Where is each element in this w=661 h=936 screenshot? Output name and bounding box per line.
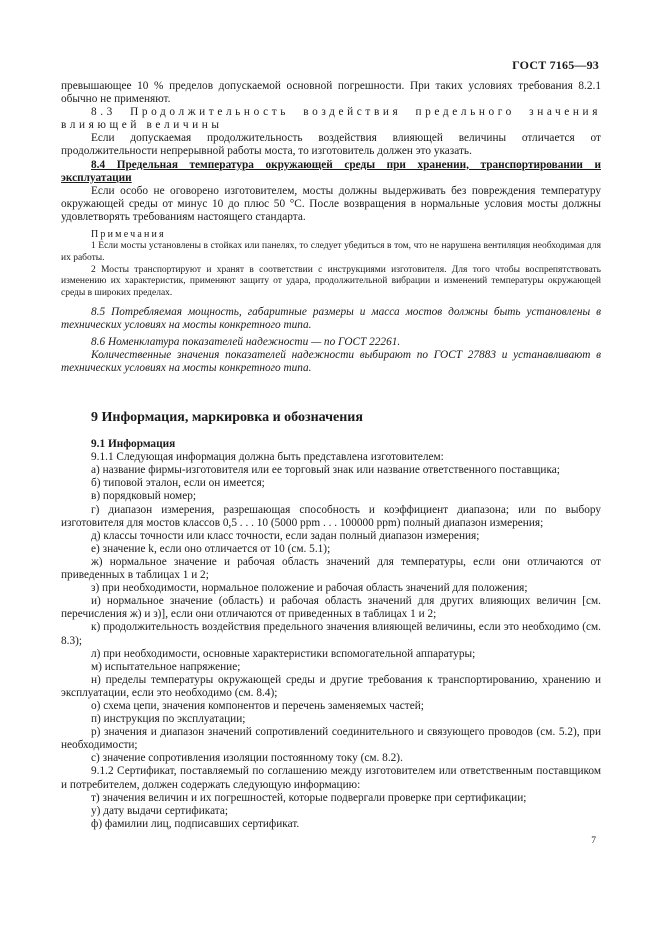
list-item: у) дату выдачи сертификата; [91, 804, 229, 817]
list-item: р) значения и диапазон значений сопротивлений соединительного и связующего проводов (см. 5.2), при необходимости; [61, 726, 601, 752]
list-item: с) значение сопротивления изоляции постоянному току (см. 8.2). [91, 752, 403, 765]
list-item: т) значения величин и их погрешностей, которые подвергали проверке при сертификации; [91, 791, 527, 804]
clause-8-4-text: Если особо не оговорено изготовителем, мосты должны выдерживать без повреждения температуру окружающей среды от минус 10 до плюс 50 °С. После возвращения в нормальные условия мосты должны удовлетворять требованиям настоящего стандарта. [61, 184, 601, 223]
list-item: н) пределы температуры окружающей среды и другие требования к транспортированию, хранению и эксплуатации, если это необходимо (см. 8.4); [61, 673, 601, 699]
list-item: в) порядковый номер; [91, 490, 196, 503]
clause-9-1-1-intro: 9.1.1 Следующая информация должна быть представлена изготовителем: [91, 451, 444, 464]
note-2: 2 Мосты транспортируют и хранят в соответствии с инструкциями изготовителя. Для того чтобы воспрепятствовать изменению их характеристик, применяют защиту от удара, продолжительной вибрации и изменений температуры окружающей среды в широких пределах. [61, 264, 601, 298]
list-item: ф) фамилии лиц, подписавших сертификат. [91, 817, 300, 830]
clause-9-1-2: 9.1.2 Сертификат, поставляемый по соглашению между изготовителем или ответственным поставщиком и потребителем, должен содержать следующую информацию: [61, 765, 601, 791]
notes-title: Примечания [91, 229, 166, 241]
list-item: а) название фирмы-изготовителя или ее торговый знак или название ответственного поставщика; [91, 464, 560, 477]
clause-8-3-heading: 8.3 Продолжительность воздействия предельного значения влияющей величины [61, 106, 601, 132]
paragraph-continuation: превышающее 10 % пределов допускаемой основной погрешности. При таких условиях требования 8.2.1 обычно не применяют. [61, 80, 601, 106]
subsection-9-1-title: 9.1 Информация [91, 438, 176, 451]
note-1: 1 Если мосты установлены в стойках или панелях, то следует убедиться в том, что не нарушена вентиляция необходимая для их работы. [61, 241, 601, 263]
list-item: м) испытательное напряжение; [91, 660, 241, 673]
clause-8-4-heading: 8.4 Предельная температура окружающей среды при хранении, транспортировании и эксплуатации [61, 158, 601, 184]
clause-8-6-text: Количественные значения показателей надежности выбирают по ГОСТ 27883 и устанавливают в технических условиях на мосты конкретного типа. [61, 348, 601, 375]
list-item: и) нормальное значение (область) и рабочая область значений для других влияющих величин [см. перечисления ж) и з)], если они отличаются от приведенных в таблицах 1 и 2; [61, 595, 601, 621]
list-item: з) при необходимости, нормальное положение и рабочая область значений для положения; [91, 582, 528, 595]
page-content [61, 80, 601, 831]
list-item: е) значение k, если оно отличается от 10 (см. 5.1); [91, 542, 331, 555]
list-item: л) при необходимости, основные характеристики вспомогательной аппаратуры; [91, 647, 476, 660]
list-item: о) схема цепи, значения компонентов и перечень заменяемых частей; [91, 699, 424, 712]
clause-8-3-text: Если допускаемая продолжительность воздействия влияющей величины отличается от продолжительности непрерывной работы моста, то изготовитель должен это указать. [61, 132, 601, 158]
document-code-header: ГОСТ 7165—93 [512, 58, 599, 72]
list-item: д) классы точности или класс точности, если задан полный диапазон измерения; [91, 529, 480, 542]
clause-8-5: 8.5 Потребляемая мощность, габаритные размеры и масса мостов должны быть установлены в технических условиях на мосты конкретного типа. [61, 305, 601, 331]
list-item: г) диапазон измерения, разрешающая способность и коэффициент диапазона; или по выбору изготовителя для мостов классов 0,5 . . . 10 (5000 ppm . . . 100000 ppm) полный диапазон измерения; [61, 503, 601, 529]
list-item: к) продолжительность воздействия предельного значения влияющей величины, если это необходимо (см. 8.3); [61, 621, 601, 647]
list-item: ж) нормальное значение и рабочая область значений для температуры, если они отличаются от приведенных в таблицах 1 и 2; [61, 555, 601, 582]
clause-8-6: 8.6 Номенклатура показателей надежности — по ГОСТ 22261. [91, 335, 401, 348]
list-item: п) инструкция по эксплуатации; [91, 713, 246, 726]
list-item: б) типовой эталон, если он имеется; [91, 477, 265, 490]
section-9-title: 9 Информация, маркировка и обозначения [91, 410, 363, 426]
page-number: 7 [591, 836, 596, 846]
